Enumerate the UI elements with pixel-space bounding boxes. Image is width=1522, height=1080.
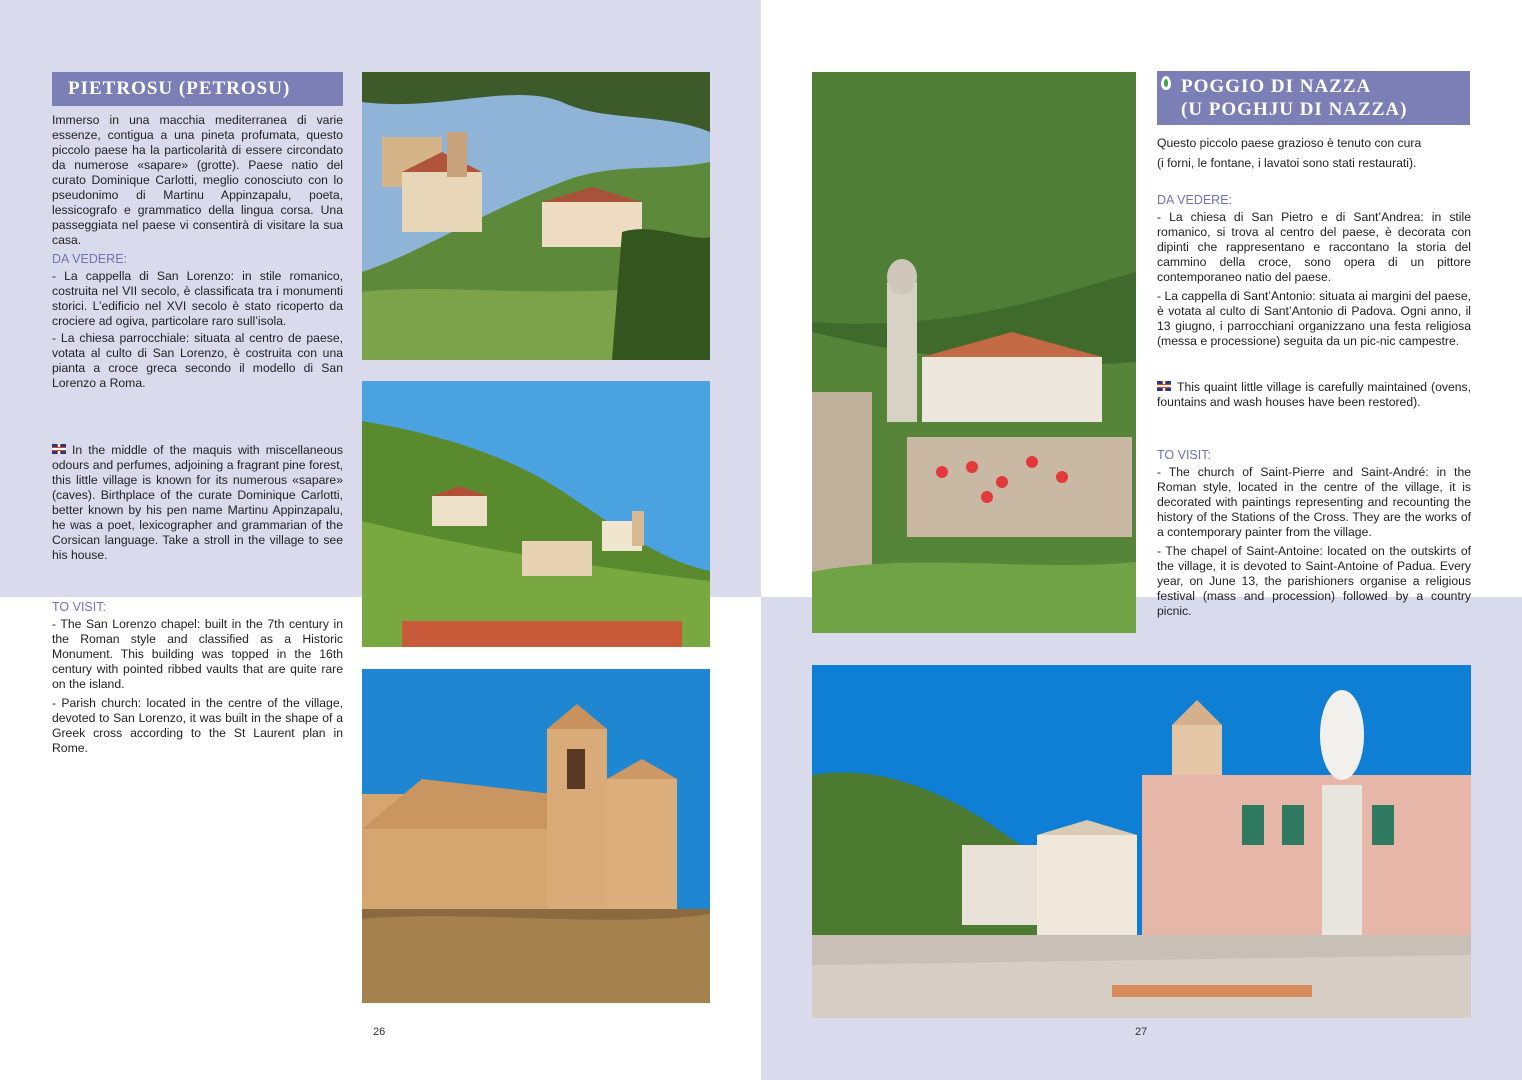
pietrosu-heading-en: TO VISIT: xyxy=(52,600,106,614)
pietrosu-item-it-2: - La chiesa parrocchiale: situata al centro de paese, votata al culto di San Lorenzo, è costruita con una pianta a croce greca secondo il modello di San Lorenzo a Roma. xyxy=(52,331,343,390)
pietrosu-item-it-1: - La cappella di San Lorenzo: in stile romanico, costruita nel VII secolo, è classificata tra i monumenti storici. L’edificio nel XVI secolo è stato ricoperto da crociere ad ogiva, particolare raro sull’isola. xyxy=(52,269,343,328)
poggio-title xyxy=(1157,71,1470,125)
pietrosu-intro-en: In the middle of the maquis with miscellaneous odours and perfumes, adjoining a fragrant pine forest, this little village is known for its numerous «sapare» (caves). Birthplace of the curate Dominique Carlotti, better known by his pen name Martinu Appinzapalu, he was a poet, lexicographer and grammarian of the Corsican language. Take a stroll in the village to see his house. xyxy=(52,443,343,562)
poggio-item-it-2: - La cappella di Sant’Antonio: situata ai margini del paese, è votata al culto di Sant’Antonio di Padova. Ogni anno, il 13 giugno, i parrocchiani organizzano una festa religiosa (messa e processione) seguita da un pic-nic campestre. xyxy=(1157,289,1471,348)
poggio-english-visit xyxy=(1157,448,1471,621)
page-number-right: 27 xyxy=(1135,1026,1148,1038)
uk-flag-icon xyxy=(1157,381,1171,391)
poggio-heading-en: TO VISIT: xyxy=(1157,448,1211,462)
uk-flag-icon xyxy=(52,444,66,454)
poggio-title-line2: (U POGHJU DI NAZZA) xyxy=(1181,99,1408,120)
poggio-intro-it xyxy=(1157,133,1471,173)
poggio-item-it-1: - La chiesa di San Pietro e di Sant’Andrea: in stile romanico, si trova al centro del paese, è decorata con dipinti che rappresentano e raccontano la storia del cammino della croce, sono opera di un pittore contemporaneo natio del paese. xyxy=(1157,210,1471,284)
pietrosu-italian-text xyxy=(52,113,343,393)
pietrosu-intro-it: Immerso in una macchia mediterranea di varie essenze, contigua a una pineta profumata, questo piccolo paese ha la particolarità di essere circondato da numerose «sapare» (grotte). Paese natio del curato Dominique Carlotti, meglio conosciuto con lo pseudonimo di Martinu Appinzapalu, poeta, lessicografo e grammatico della lingua corsa. Una passeggiata nel paese vi consentirà di visitare la sua casa. xyxy=(52,113,343,247)
page-number-left: 26 xyxy=(373,1026,386,1038)
poggio-item-en-2: - The chapel of Saint-Antoine: located on the outskirts of the village, it is devoted to Saint-Antoine of Padua. Every year, on June 13, the parishioners organise a religious festival (mass and procession) followed by a country picnic. xyxy=(1157,544,1471,618)
poggio-italian-visit xyxy=(1157,193,1471,351)
poggio-item-en-1: - The church of Saint-Pierre and Saint-André: in the Roman style, located in the centre of the village, it is decorated with paintings representing and recounting the history of the Stations of the Cross. They are the works of a contemporary painter from the village. xyxy=(1157,465,1471,539)
poggio-intro-it-line2: (i forni, le fontane, i lavatoi sono stati restaurati). xyxy=(1157,156,1417,170)
pietrosu-hillside-photo xyxy=(362,381,710,647)
poggio-square-photo xyxy=(812,665,1471,1018)
pietrosu-item-en-1: - The San Lorenzo chapel: built in the 7th century in the Roman style and classified as a Historic Monument. This building was topped in the 16th century with pointed ribbed vaults that are quite rare on the island. xyxy=(52,617,343,691)
poggio-title-line1: POGGIO DI NAZZA xyxy=(1181,76,1372,97)
poggio-english-intro xyxy=(1157,380,1471,412)
pietrosu-english-intro xyxy=(52,443,343,565)
pietrosu-heading-it: DA VEDERE: xyxy=(52,252,128,266)
poggio-aerial-photo xyxy=(812,72,1136,633)
pietrosu-english-visit xyxy=(52,600,343,758)
poggio-intro-en: This quaint little village is carefully maintained (ovens, fountains and wash houses have been restored). xyxy=(1157,380,1471,409)
pietrosu-church-photo xyxy=(362,669,710,1003)
poggio-intro-it-line1: Questo piccolo paese grazioso è tenuto con cura xyxy=(1157,136,1422,150)
pietrosu-item-en-2: - Parish church: located in the centre of the village, devoted to San Lorenzo, it was built in the shape of a Greek cross according to the St Laurent plan in Rome. xyxy=(52,696,343,755)
pietrosu-title: PIETROSU (PETROSU) xyxy=(52,72,343,106)
poggio-heading-it: DA VEDERE: xyxy=(1157,193,1233,207)
corsica-icon xyxy=(1161,76,1171,90)
pietrosu-village-photo xyxy=(362,72,710,360)
